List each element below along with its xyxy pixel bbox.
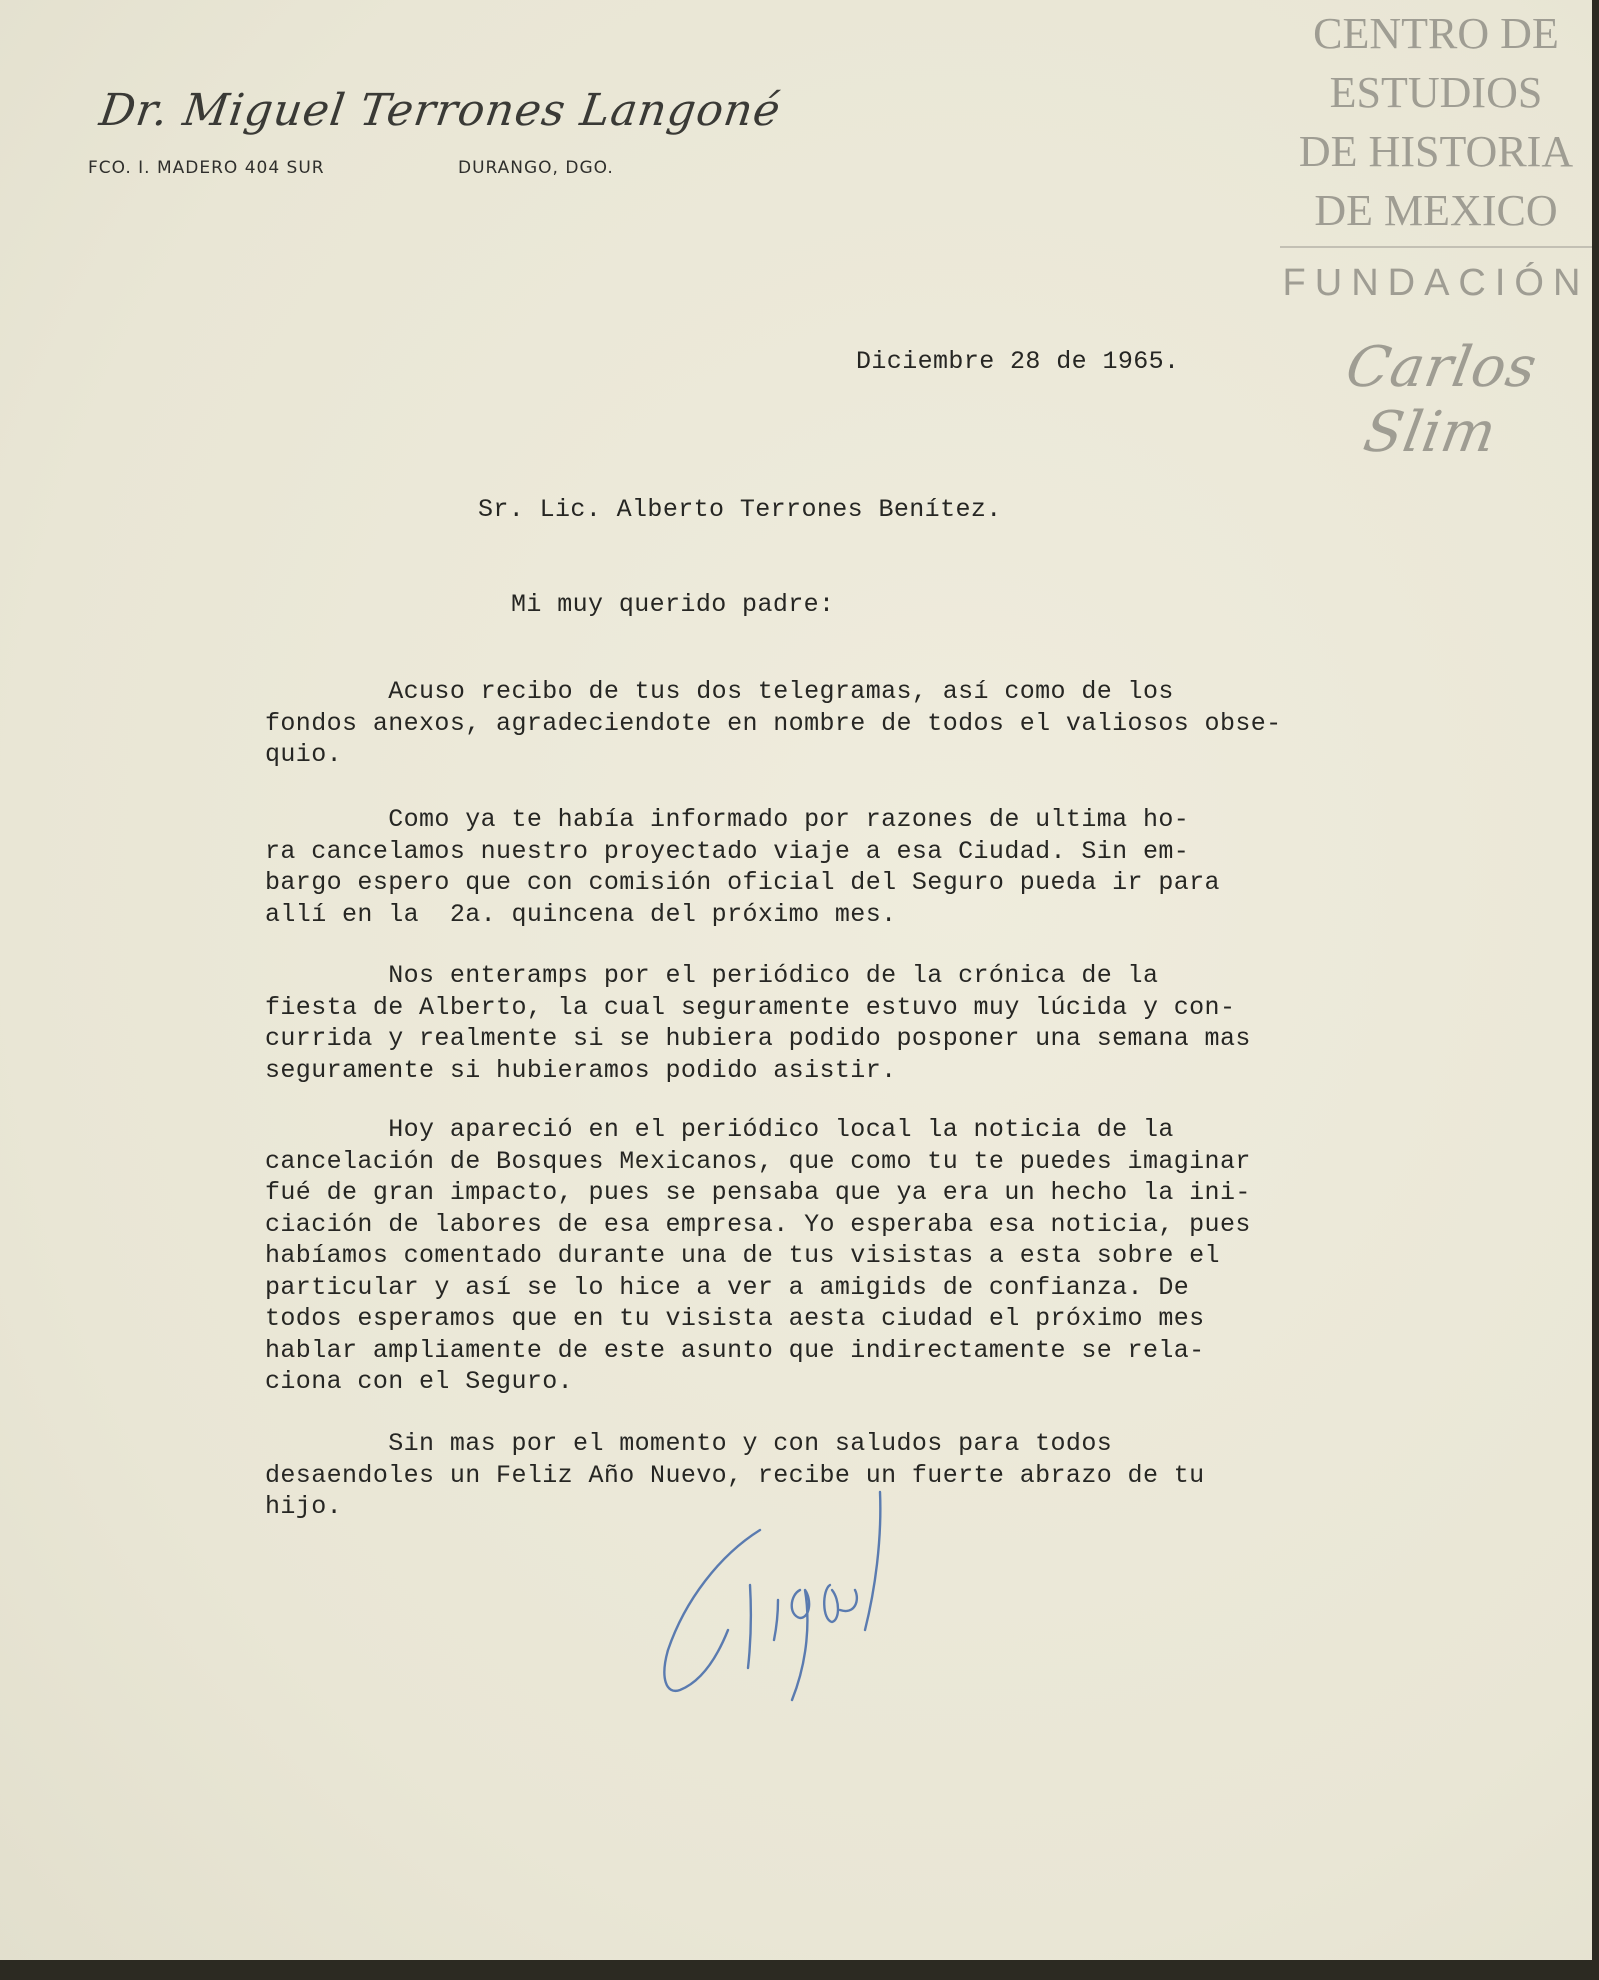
text-line: particular y así se lo hice a ver a amigids de confianza. De: [265, 1272, 1190, 1302]
text-line: ciación de labores de esa empresa. Yo esperaba esa noticia, pues: [265, 1209, 1251, 1239]
text-line: desaendoles un Feliz Año Nuevo, recibe un fuerte abrazo de tu: [265, 1460, 1205, 1490]
text-line: habíamos comentado durante una de tus visistas a esta sobre el: [265, 1241, 1220, 1270]
letter-date: Diciembre 28 de 1965.: [856, 347, 1180, 376]
text-line: quio.: [265, 740, 343, 769]
letter-paragraph: [265, 960, 1365, 1086]
text-line: ra cancelamos nuestro proyectado viaje a esa Ciudad. Sin em-: [265, 836, 1190, 866]
text-line: bargo espero que con comisión oficial del Seguro pueda ir para: [265, 868, 1220, 897]
handwritten-signature: [650, 1490, 990, 1720]
text-line: fondos anexos, agradeciendote en nombre de todos el valiosos obse-: [265, 708, 1282, 738]
letter-paragraph: [265, 1114, 1365, 1398]
watermark-foundation: FUNDACIÓN: [1282, 262, 1590, 304]
text-line: fiesta de Alberto, la cual seguramente estuvo muy lúcida y con-: [265, 992, 1236, 1022]
text-line: Nos enteramps por el periódico de la crónica de la: [265, 961, 1159, 990]
text-line: todos esperamos que en tu visista aesta ciudad el próximo mes: [265, 1304, 1205, 1333]
watermark-line: CENTRO DE: [1313, 9, 1559, 58]
letter-paragraph: [265, 676, 1365, 771]
letterhead-city: DURANGO, DGO.: [458, 158, 614, 178]
watermark-signature: Carlos Slim: [1341, 335, 1543, 465]
text-line: Hoy apareció en el periódico local la noticia de la: [265, 1115, 1174, 1144]
text-line: Sin mas por el momento y con saludos para todos: [265, 1429, 1113, 1458]
watermark-line: ESTUDIOS: [1329, 68, 1543, 117]
text-line: ciona con el Seguro.: [265, 1367, 574, 1396]
letter-recipient: Sr. Lic. Alberto Terrones Benítez.: [478, 495, 1002, 524]
letter-greeting: Mi muy querido padre:: [511, 590, 835, 619]
watermark-line: DE HISTORIA: [1298, 127, 1574, 176]
archive-watermark: [1280, 4, 1592, 240]
text-line: allí en la 2a. quincena del próximo mes.: [265, 899, 897, 929]
text-line: hablar ampliamente de este asunto que indirectamente se rela-: [265, 1335, 1205, 1365]
text-line: cancelación de Bosques Mexicanos, que como tu te puedes imaginar: [265, 1146, 1251, 1176]
text-line: hijo.: [265, 1492, 343, 1521]
text-line: Acuso recibo de tus dos telegramas, así como de los: [265, 677, 1174, 706]
letterhead-name: Dr. Miguel Terrones Langoné: [96, 85, 785, 136]
text-line: currida y realmente si se hubiera podido posponer una semana mas: [265, 1024, 1251, 1053]
letterhead-street: FCO. I. MADERO 404 SUR: [88, 158, 325, 178]
watermark-divider: [1280, 246, 1592, 248]
letter-paragraph: [265, 804, 1365, 930]
text-line: seguramente si hubieramos podido asistir.: [265, 1055, 897, 1085]
text-line: fué de gran impacto, pues se pensaba que ya era un hecho la ini-: [265, 1178, 1251, 1207]
text-line: Como ya te había informado por razones de ultima ho-: [265, 805, 1190, 834]
watermark-line: DE MEXICO: [1314, 186, 1558, 235]
